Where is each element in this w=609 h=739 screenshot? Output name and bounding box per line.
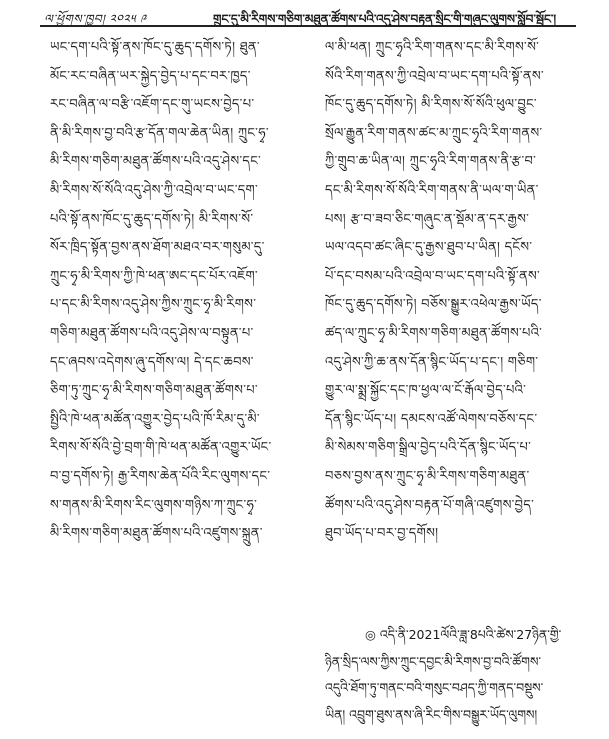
text-line: ཀྱི་གྲུབ་ཆ་ཡིན་ལ། ཀྲུང་ཧྭའི་རིག་གནས་ནི་རྩ་བ་ — [325, 154, 537, 170]
text-line: ཚད་ལ་ཀྲུང་ཧྭ་མི་རིགས་གཅིག་མཐུན་ཚོགས་པའི་ — [325, 325, 543, 341]
text-line: ཁོང་དུ་ཆུད་དགོས་ཏེ། བཅོས་སྒྱུར་འཕེལ་རྒྱས་ཡོད་ — [325, 297, 542, 313]
text-line: མི་རིགས་གཅིག་མཐུན་ཚོགས་པའི་འདུ་ཤེས་དང་ — [50, 154, 262, 170]
footnote-line: ཉིན་སྲིད་ལས་ཀྱིས་ཀྲུང་དབྱང་མི་རིགས་བྱ་བའི་ཚོགས་ — [325, 653, 542, 669]
footnote — [325, 622, 585, 728]
text-line: མི་རིགས་སོ་སོའི་འདུ་ཤེས་ཀྱི་འབྲེལ་བ་ཡང་དག་ — [50, 182, 259, 198]
right-column — [325, 34, 575, 549]
text-line: ཡལ་འདབ་ཚང་ཞིང་དུ་རྒྱས་ཐུབ་པ་ཡིན། དངོས་ — [325, 240, 533, 256]
footnote-line: འདུའི་ཐོག་ཏུ་གནང་བའི་གསུང་བཤད་ཀྱི་གནད་བསྡུས་ — [325, 680, 544, 695]
text-line: སོར་ཁྲིད་སྟོན་བྱས་ནས་ཐོག་མཐའ་བར་གསུམ་དུ་ — [50, 240, 265, 256]
text-line: ཐུབ་ཡོད་པ་བར་བྱ་དགོས། — [325, 526, 439, 542]
text-line: ཅིག་ཏུ་ཀྲུང་ཧྭ་མི་རིགས་གཅིག་མཐུན་ཚོགས་པ་ — [50, 383, 258, 399]
text-line: པོ་དང་བསམ་པའི་འབྲེལ་བ་ཡང་དག་པའི་སྟོ་ནས་ — [325, 268, 541, 284]
header-page-info: ལ་ཕྱོགས་ཁྱབ། ༢༠༢༥ ༩ — [44, 12, 147, 25]
text-line: འདུ་ཤེས་ཀྱི་ཆ་ནས་དོན་སྙིང་ཡོད་པ་དང་། གཅིག་ — [325, 354, 539, 370]
text-line: པའི་སྟོ་ནས་ཁོང་དུ་ཆུད་དགོས་ཏེ། མི་རིགས་སོ་ — [50, 211, 254, 227]
footnote-line: ◎ འདི་ནི་2021ལོའི་ཟླ་8པའི་ཚེས་27ཉིན་གྱི་ — [365, 627, 562, 642]
left-column — [50, 34, 300, 549]
text-line: བཅས་བྱས་ནས་ཀྲུང་ཧྭ་མི་རིགས་གཅིག་མཐུན་ — [325, 468, 530, 484]
text-line: ལ་མི་ཕན། ཀྲུང་ཧྭའི་རིག་གནས་དང་མི་རིགས་སོ་ — [325, 40, 540, 55]
text-line: ཡང་དག་པའི་སྟོ་ནས་ཁོང་དུ་ཆུད་དགོས་ཏེ། ཐུན་ — [50, 40, 260, 55]
text-line: སྤྱིའི་ཁེ་ཕན་མཚོན་འགྱུར་བྱེད་པའི་ཁོ་རིམ་དུ་མི་ — [50, 411, 260, 427]
text-line: དང་ཞབས་འདེགས་ཞུ་དགོས་ལ། དེ་དང་ཆབས་ — [50, 354, 254, 370]
text-line: གྱུར་ལ་སྨྲ་སྐྱོང་དང་ཁ་ཕྱལ་ལ་ངོ་རྒོལ་བྱེད་པའི་ — [325, 383, 527, 399]
footnote-line: ཡིན། འབྲུག་ཐུས་ནས་ཞི་རིང་གིས་བསྒྱུར་ཡོད་ལུགས། — [325, 706, 538, 722]
header-rule — [40, 25, 576, 27]
text-line: མི་རིགས་གཅིག་མཐུན་ཚོགས་པའི་འཛུགས་སྐྲུན་ — [50, 526, 263, 542]
text-line: གཅིག་མཐུན་ཚོགས་པའི་འདུ་ཤེས་ལ་བསྟུན་པ་ — [50, 325, 254, 341]
text-line: བ་བྱ་དགོས་ཏེ། རྒྱ་རིགས་ཆེན་པོའི་རིང་ལུགས་དང་ — [50, 468, 271, 484]
text-line: པས། རྩ་བ་ཟབ་ཅིང་གཞུང་ན་སྡོམ་ན་དར་རྒྱས་ — [325, 211, 530, 227]
text-line: པ་དང་མི་རིགས་འདུ་ཤེས་ཀྱིས་ཀྲུང་ཧྭ་མི་རིགས་ — [50, 297, 257, 313]
text-line: སྲོལ་རྒྱུན་རིག་གནས་ཚང་མ་ཀྲུང་ཧྭའི་རིག་གནས་ — [325, 125, 543, 141]
text-line: མི་སེམས་གཅིག་སྒྲིལ་བྱེད་པའི་དོན་སྙིང་ཡོད་པ་ — [325, 440, 532, 456]
text-line: དོན་སྙིང་ཡོད་པ། དམངས་འཚོ་ལེགས་བཅོས་དང་ — [325, 411, 538, 427]
text-line: ཀྲུང་ཧྭ་མི་རིགས་ཀྱི་ཁེ་ཕན་ཨང་དང་པོར་འཇོག་ — [50, 268, 258, 284]
text-line: ཁོང་དུ་ཆུད་དགོས་ཏེ། མི་རིགས་སོ་སོའི་ཕུལ་བྱུང་ — [325, 97, 537, 113]
text-line: རིགས་སོ་སོའི་བྱེ་བྲག་གི་ཁེ་ཕན་མཚོན་འགྱུར་ཡོང་ — [50, 440, 272, 456]
text-line: ནི་མི་རིགས་བྱ་བའི་རྩ་དོན་གལ་ཆེན་ཡིན། ཀྲུང་ཧྭ་ — [50, 125, 269, 141]
text-line: ས་གནས་མི་རིགས་རིང་ལུགས་གཉིས་ཀ་ཀྲུང་ཧྭ་ — [50, 497, 258, 513]
text-line: སོའི་རིག་གནས་ཀྱི་འབྲེལ་བ་ཡང་དག་པའི་སྟོ་ནས་ — [325, 68, 544, 84]
page-header — [38, 3, 578, 25]
text-line: ཚོགས་པའི་འདུ་ཤེས་བརྟན་པོ་གཞི་འཛུགས་བྱེད་ — [325, 497, 535, 513]
text-line: མོང་རང་བཞིན་ཡར་སྐྱེད་བྱེད་པ་དང་བར་ཁྱད་ — [50, 68, 251, 84]
header-title: གྲུང་དུ་མི་རིགས་གཅིག་མཐུན་ཚོགས་པའི་འདུ་ཤེས་བརྟན་སྲིང་གི་གཞུང་ལུགས་སློབ་སྦྱོང་། — [213, 12, 557, 25]
text-line: དང་མི་རིགས་སོ་སོའི་རིག་གནས་ནི་ཡལ་ག་ཡིན་ — [325, 182, 539, 198]
text-line: རང་བཞིན་ལ་བརྩི་འཇོག་དང་གུ་ཡངས་བྱེད་པ་ — [50, 97, 255, 113]
